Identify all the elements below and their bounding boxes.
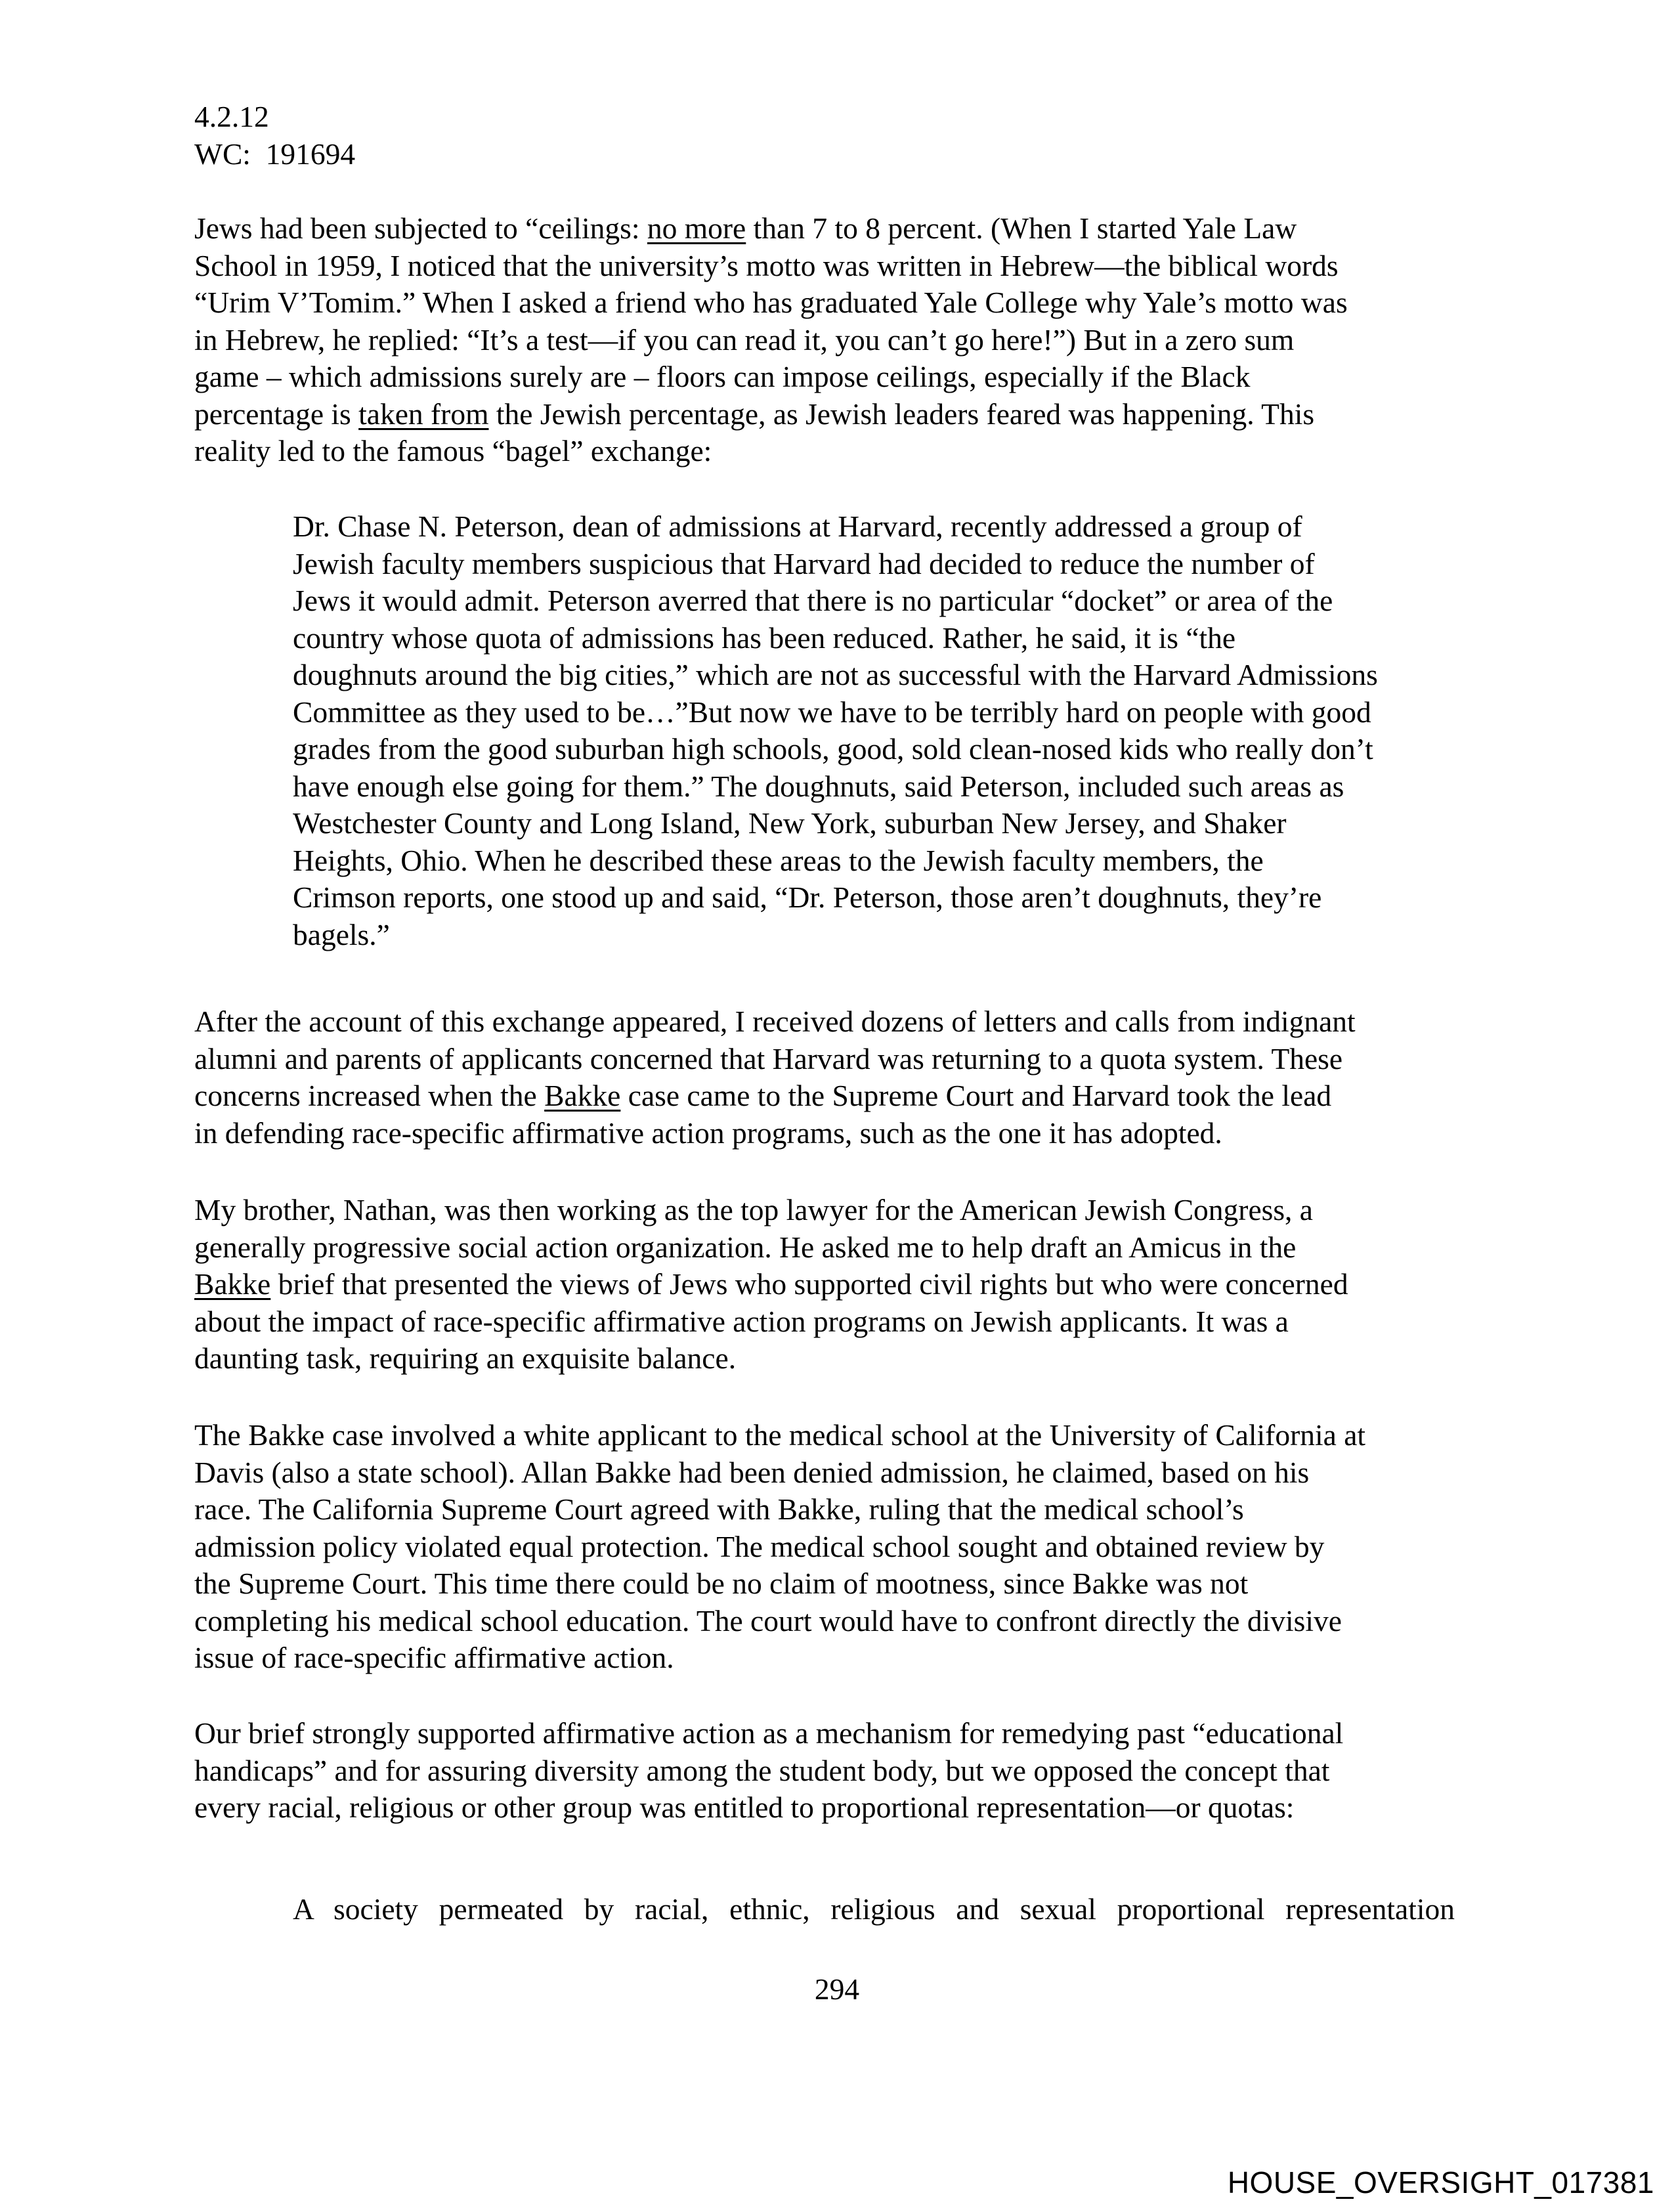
quote-line: country whose quota of admissions has been reduced. Rather, he said, it is “the	[293, 620, 1236, 655]
block-quote-proportional-representation	[293, 1891, 1455, 1928]
paragraph-ceilings	[194, 210, 1481, 470]
text-line: “Urim V’Tomim.” When I asked a friend who has graduated Yale College why Yale’s motto was	[194, 286, 1348, 319]
text-line: The Bakke case involved a white applicant to the medical school at the University of California at	[194, 1418, 1366, 1452]
paragraph-amicus-brief	[194, 1192, 1481, 1377]
case-name-bakke: Bakke	[544, 1079, 621, 1112]
text-line: handicaps” and for assuring diversity among the student body, but we opposed the concept that	[194, 1753, 1330, 1787]
text-line: concerns increased when the Bakke case came to the Supreme Court and Harvard took the lead	[194, 1079, 1332, 1112]
word-count: WC: 191694	[194, 137, 356, 171]
text-line: alumni and parents of applicants concerned that Harvard was returning to a quota system. These	[194, 1041, 1343, 1075]
text-line: issue of race-specific affirmative action.	[194, 1641, 674, 1674]
document-header	[194, 98, 851, 173]
draft-date: 4.2.12	[194, 100, 269, 133]
quote-line: A society permeated by racial, ethnic, religious and sexual proportional representation	[293, 1892, 1455, 1926]
text-line: generally progressive social action organization. He asked me to help draft an Amicus in the	[194, 1230, 1297, 1264]
case-name-bakke: Bakke	[194, 1267, 271, 1301]
text-line: School in 1959, I noticed that the university’s motto was written in Hebrew—the biblical words	[194, 248, 1339, 282]
quote-line: Jewish faculty members suspicious that Harvard had decided to reduce the number of	[293, 546, 1315, 580]
text-line: in Hebrew, he replied: “It’s a test—if you can read it, you can’t go here!”) But in a zero sum	[194, 322, 1295, 357]
quote-line: doughnuts around the big cities,” which are not as successful with the Harvard Admissions	[293, 658, 1378, 691]
quote-line: bagels.”	[293, 917, 390, 951]
underlined-phrase: taken from	[358, 397, 489, 431]
text-line: daunting task, requiring an exquisite balance.	[194, 1341, 737, 1375]
text-line: reality led to the famous “bagel” exchange:	[194, 434, 712, 467]
text-line: Our brief strongly supported affirmative action as a mechanism for remedying past “educational	[194, 1716, 1344, 1750]
text-line: about the impact of race-specific affirmative action programs on Jewish applicants. It was a	[194, 1304, 1289, 1338]
text-line: After the account of this exchange appeared, I received dozens of letters and calls from indignant	[194, 1005, 1356, 1038]
text-line: percentage is taken from the Jewish percentage, as Jewish leaders feared was happening. This	[194, 397, 1315, 431]
text-line: race. The California Supreme Court agreed with Bakke, ruling that the medical school’s	[194, 1492, 1244, 1526]
text-line: every racial, religious or other group was entitled to proportional representation—or quotas:	[194, 1790, 1295, 1824]
text-line: game – which admissions surely are – floors can impose ceilings, especially if the Black	[194, 360, 1251, 393]
quote-line: Committee as they used to be…”But now we have to be terribly hard on people with good	[293, 695, 1371, 729]
text-line: Davis (also a state school). Allan Bakke had been denied admission, he claimed, based on his	[194, 1455, 1310, 1489]
quote-line: Dr. Chase N. Peterson, dean of admissions at Harvard, recently addressed a group of	[293, 510, 1302, 543]
quote-line: Heights, Ohio. When he described these areas to the Jewish faculty members, the	[293, 843, 1264, 877]
paragraph-alumni-concerns	[194, 1003, 1481, 1152]
paragraph-bakke-case	[194, 1417, 1481, 1677]
underlined-phrase: no more	[647, 211, 746, 245]
text-line: in defending race-specific affirmative action programs, such as the one it has adopted.	[194, 1116, 1222, 1150]
paragraph-our-brief	[194, 1715, 1481, 1827]
text-line: Bakke brief that presented the views of Jews who supported civil rights but who were concerned	[194, 1267, 1348, 1301]
quote-line: Westchester County and Long Island, New York, suburban New Jersey, and Shaker	[293, 806, 1287, 840]
quote-line: grades from the good suburban high schools, good, sold clean-nosed kids who really don’t	[293, 732, 1373, 766]
text-line: the Supreme Court. This time there could be no claim of mootness, since Bakke was not	[194, 1567, 1249, 1600]
text-line: admission policy violated equal protection. The medical school sought and obtained review by	[194, 1529, 1325, 1563]
quote-line: Crimson reports, one stood up and said, “Dr. Peterson, those aren’t doughnuts, they’re	[293, 880, 1322, 914]
page-number: 294	[814, 1972, 860, 2006]
block-quote-bagel-exchange	[293, 508, 1468, 953]
quote-line: have enough else going for them.” The doughnuts, said Peterson, included such areas as	[293, 769, 1344, 803]
bates-stamp: HOUSE_OVERSIGHT_017381	[1227, 2165, 1654, 2200]
quote-line: Jews it would admit. Peterson averred that there is no particular “docket” or area of the	[293, 584, 1333, 617]
text-line: My brother, Nathan, was then working as the top lawyer for the American Jewish Congress, a	[194, 1193, 1314, 1226]
text-line: completing his medical school education. The court would have to confront directly the divisive	[194, 1603, 1342, 1637]
text-line: Jews had been subjected to “ceilings: no more than 7 to 8 percent. (When I started Yale Law	[194, 211, 1297, 245]
